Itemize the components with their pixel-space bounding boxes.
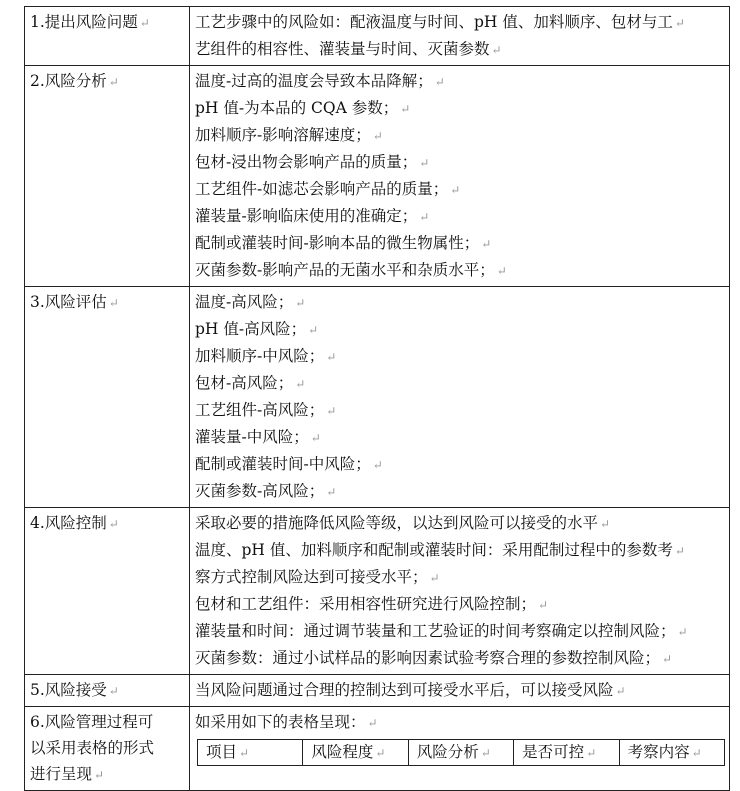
paragraph-mark-icon: ↵ [326, 350, 337, 364]
column-header-text: 项目 [206, 743, 238, 761]
column-header-text: 风险程度 [311, 743, 374, 761]
paragraph-mark-icon: ↵ [450, 183, 461, 197]
example-column-header [408, 740, 513, 766]
content-line [195, 424, 724, 451]
example-column-header [514, 740, 619, 766]
content-text: 工艺步骤中的风险如：配液温度与时间、pH 值、加料顺序、包材与工 [195, 13, 673, 31]
paragraph-mark-icon: ↵ [674, 16, 685, 30]
paragraph-mark-icon: ↵ [372, 458, 383, 472]
row-heading-line [30, 761, 184, 788]
content-text: 温度-过高的温度会导致本品降解； [195, 72, 433, 90]
row-heading [25, 707, 190, 791]
content-line [195, 203, 724, 230]
paragraph-mark-icon: ↵ [108, 684, 119, 698]
content-text: 配制或灌装时间-中风险； [195, 455, 371, 473]
content-text: 灌装量-影响临床使用的准确定； [195, 207, 418, 225]
content-line [195, 537, 724, 564]
paragraph-mark-icon: ↵ [481, 237, 492, 251]
row-heading [25, 675, 190, 707]
content-text: 包材-高风险； [195, 374, 294, 392]
paragraph-mark-icon: ↵ [326, 404, 337, 418]
row-heading-text: 4.风险控制 [30, 514, 107, 532]
paragraph-mark-icon: ↵ [367, 716, 378, 730]
content-line [195, 122, 724, 149]
column-header-text: 是否可控 [522, 743, 585, 761]
content-line [195, 709, 724, 736]
example-table [197, 739, 725, 766]
content-line [195, 36, 724, 63]
paragraph-mark-icon: ↵ [308, 323, 319, 337]
content-line [195, 370, 724, 397]
content-text: pH 值-高风险； [195, 320, 307, 338]
paragraph-mark-icon: ↵ [295, 377, 306, 391]
content-line [195, 564, 724, 591]
paragraph-mark-icon: ↵ [372, 129, 383, 143]
content-text: 温度、pH 值、加料顺序和配制或灌装时间：采用配制过程中的参数考 [195, 541, 673, 559]
paragraph-mark-icon: ↵ [600, 517, 611, 531]
paragraph-mark-icon: ↵ [419, 156, 430, 170]
paragraph-mark-icon: ↵ [139, 16, 150, 30]
content-line [195, 95, 724, 122]
paragraph-mark-icon: ↵ [677, 625, 688, 639]
content-text: 采取必要的措施降低风险等级，以达到风险可以接受的水平 [195, 514, 599, 532]
example-table-header-row [198, 740, 725, 766]
content-line [195, 618, 724, 645]
content-line [195, 451, 724, 478]
content-text: 察方式控制风险达到可接受水平； [195, 568, 428, 586]
content-line [195, 9, 724, 36]
content-text: 灌装量-中风险； [195, 428, 309, 446]
table-row [25, 287, 730, 508]
row-heading-text: 3.风险评估 [30, 293, 107, 311]
content-line [195, 343, 724, 370]
paragraph-mark-icon: ↵ [674, 544, 685, 558]
content-text: 温度-高风险； [195, 293, 294, 311]
row-heading-text: 2.风险分析 [30, 72, 107, 90]
table-row [25, 66, 730, 287]
table-row [25, 508, 730, 675]
row-content [190, 707, 730, 791]
content-text: 加料顺序-中风险； [195, 347, 325, 365]
content-text: 艺组件的相容性、灌装量与时间、灭菌参数 [195, 40, 490, 58]
paragraph-mark-icon: ↵ [375, 746, 386, 760]
table-row [25, 707, 730, 791]
paragraph-mark-icon: ↵ [326, 485, 337, 499]
paragraph-mark-icon: ↵ [400, 102, 411, 116]
row-heading [25, 7, 190, 66]
content-text: 灭菌参数-高风险； [195, 482, 325, 500]
row-content [190, 66, 730, 287]
paragraph-mark-icon: ↵ [108, 296, 119, 310]
example-column-header [303, 740, 408, 766]
paragraph-mark-icon: ↵ [94, 768, 105, 782]
content-text: 灌装量和时间：通过调节装量和工艺验证的时间考察确定以控制风险； [195, 622, 676, 640]
content-text: 如采用如下的表格呈现： [195, 713, 366, 731]
content-line [195, 289, 724, 316]
row-heading-text: 1.提出风险问题 [30, 13, 138, 31]
paragraph-mark-icon: ↵ [434, 75, 445, 89]
row-content [190, 675, 730, 707]
paragraph-mark-icon: ↵ [310, 431, 321, 445]
content-line [195, 591, 724, 618]
paragraph-mark-icon: ↵ [239, 746, 250, 760]
content-text: 包材和工艺组件：采用相容性研究进行风险控制； [195, 595, 537, 613]
paragraph-mark-icon: ↵ [295, 296, 306, 310]
content-line [195, 397, 724, 424]
content-line [195, 257, 724, 284]
paragraph-mark-icon: ↵ [491, 43, 502, 57]
row-heading-text: 6.风险管理过程可 [30, 713, 154, 731]
content-text: 包材-浸出物会影响产品的质量； [195, 153, 418, 171]
content-text: 加料顺序-影响溶解速度； [195, 126, 371, 144]
content-line [195, 68, 724, 95]
paragraph-mark-icon: ↵ [615, 684, 626, 698]
paragraph-mark-icon: ↵ [429, 571, 440, 585]
content-line [195, 230, 724, 257]
content-text: 工艺组件-高风险； [195, 401, 325, 419]
row-heading-text: 5.风险接受 [30, 681, 107, 699]
paragraph-mark-icon: ↵ [480, 746, 491, 760]
row-heading [25, 66, 190, 287]
example-column-header [198, 740, 303, 766]
paragraph-mark-icon: ↵ [662, 652, 673, 666]
content-line [195, 510, 724, 537]
paragraph-mark-icon: ↵ [538, 598, 549, 612]
row-heading-text: 以采用表格的形式 [30, 739, 155, 757]
row-content [190, 508, 730, 675]
row-heading [25, 287, 190, 508]
content-text: 当风险问题通过合理的控制达到可接受水平后，可以接受风险 [195, 681, 614, 699]
content-line [195, 149, 724, 176]
content-text: pH 值-为本品的 CQA 参数； [195, 99, 399, 117]
content-line [195, 677, 724, 704]
row-heading-text: 进行呈现 [30, 765, 93, 783]
table-row [25, 7, 730, 66]
content-line [195, 176, 724, 203]
content-text: 灭菌参数：通过小试样品的影响因素试验考察合理的参数控制风险； [195, 649, 661, 667]
row-heading-line [30, 735, 184, 761]
content-text: 灭菌参数-影响产品的无菌水平和杂质水平； [195, 261, 495, 279]
paragraph-mark-icon: ↵ [691, 746, 702, 760]
content-line [195, 478, 724, 505]
paragraph-mark-icon: ↵ [496, 264, 507, 278]
row-heading [25, 508, 190, 675]
paragraph-mark-icon: ↵ [108, 517, 119, 531]
row-heading-line [30, 709, 184, 735]
paragraph-mark-icon: ↵ [586, 746, 597, 760]
example-column-header [619, 740, 724, 766]
paragraph-mark-icon: ↵ [108, 75, 119, 89]
content-text: 配制或灌装时间-影响本品的微生物属性； [195, 234, 480, 252]
row-content [190, 7, 730, 66]
content-line [195, 645, 724, 672]
content-text: 工艺组件-如滤芯会影响产品的质量； [195, 180, 449, 198]
row-content [190, 287, 730, 508]
paragraph-mark-icon: ↵ [419, 210, 430, 224]
table-row [25, 675, 730, 707]
column-header-text: 考察内容 [627, 743, 690, 761]
content-line [195, 316, 724, 343]
risk-management-table [24, 6, 730, 791]
column-header-text: 风险分析 [416, 743, 479, 761]
